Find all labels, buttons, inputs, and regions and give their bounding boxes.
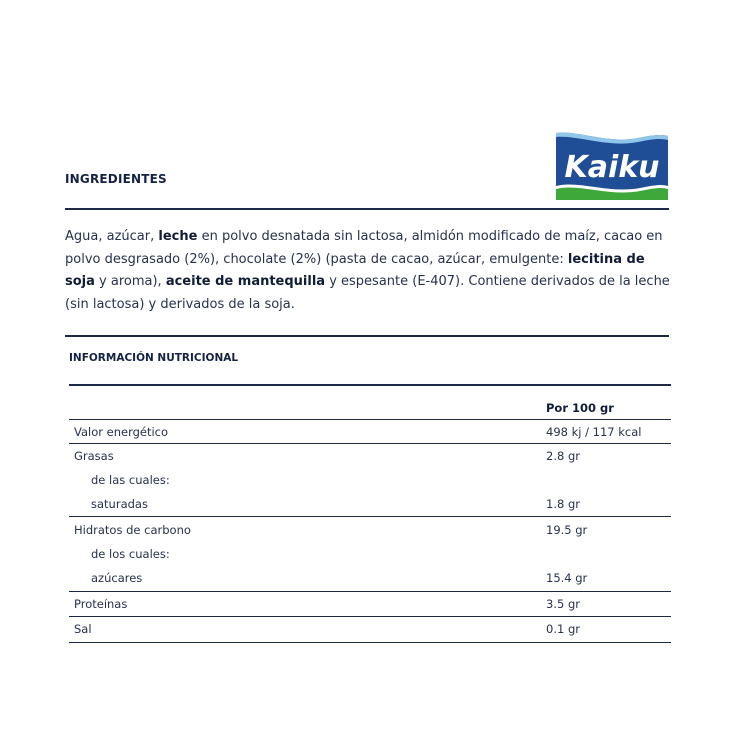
row-label: saturadas [91, 497, 148, 511]
ingredients-text [65, 226, 671, 316]
header-per-100g: Por 100 gr [546, 401, 614, 415]
row-label: Hidratos de carbono [74, 523, 191, 537]
ingredient-allergen: lecitina de soja [65, 251, 645, 289]
table-row [69, 617, 671, 643]
table-header-row [69, 386, 671, 420]
ingredient-text-segment: Agua, azúcar, [65, 229, 159, 244]
row-label: Valor energético [74, 425, 169, 439]
row-sublabel: de los cuales: [91, 547, 170, 561]
ingredient-text-segment: y espesante (E-407). Contiene derivados de la leche (sin lactosa) y derivados de la soja. [65, 274, 670, 312]
ingredient-allergen: aceite de mantequilla [165, 274, 326, 289]
table-row [69, 444, 671, 517]
row-value: 498 kj / 117 kcal [546, 425, 642, 439]
row-value: 1.8 gr [546, 497, 580, 511]
row-label: Grasas [74, 449, 114, 463]
nutrition-title: INFORMACIÓN NUTRICIONAL [69, 352, 239, 364]
row-value: 0.1 gr [546, 622, 580, 636]
row-value: 19.5 gr [546, 523, 588, 537]
nutrition-table [69, 384, 671, 643]
row-value: 2.8 gr [546, 449, 580, 463]
row-sublabel: de las cuales: [91, 473, 170, 487]
row-label: Proteínas [74, 597, 128, 611]
row-value: 3.5 gr [546, 597, 580, 611]
ingredient-text-segment: y aroma), [94, 274, 166, 289]
row-label: azúcares [91, 571, 143, 585]
logo-text: Kaiku [564, 150, 660, 185]
table-row [69, 517, 671, 592]
table-row [69, 592, 671, 617]
table-row [69, 420, 671, 444]
ingredient-allergen: leche [158, 229, 198, 244]
ingredients-title: INGREDIENTES [65, 172, 167, 186]
row-label: Sal [74, 622, 92, 636]
kaiku-logo [548, 130, 670, 202]
section-divider [65, 335, 669, 337]
ingredient-text-segment: en polvo desnatada sin lactosa, almidón modificado de maíz, cacao en polvo desgrasado (2%), chocolate (2%) (pasta de cacao, azúcar, emulgente: [65, 229, 663, 267]
ingredients-divider [65, 208, 669, 210]
row-value: 15.4 gr [546, 571, 588, 585]
